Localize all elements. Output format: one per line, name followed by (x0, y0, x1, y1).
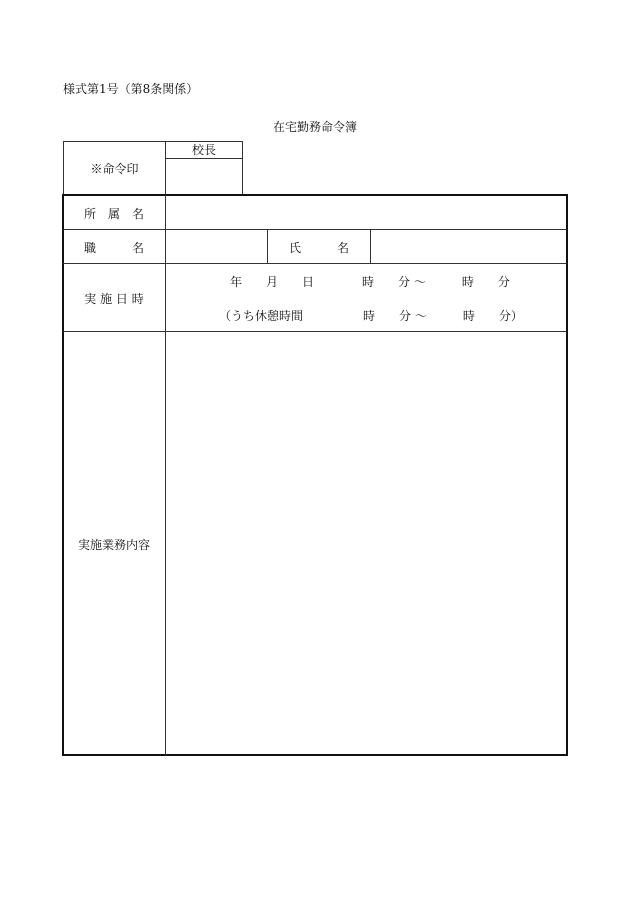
position-label: 職 名 (83, 241, 144, 255)
affiliation-field[interactable] (166, 196, 566, 228)
date-label: 実 施 日 時 (84, 292, 144, 306)
date-time-line[interactable]: 年 月 日 時 分 ～ 時 分 (230, 275, 510, 289)
row-divider (63, 263, 567, 264)
position-field[interactable] (166, 230, 266, 262)
principal-label: 校長 (166, 142, 242, 159)
name-label: 氏 名 (288, 241, 349, 255)
order-seal-label: ※命令印 (90, 162, 139, 176)
break-time-line[interactable]: （うち休憩時間 時 分 ～ 時 分） (219, 309, 523, 323)
name-field[interactable] (371, 230, 566, 262)
work-content-field[interactable] (166, 332, 566, 754)
content-label: 実施業務内容 (77, 538, 150, 552)
form-reference: 様式第1号（第8条関係） (63, 82, 199, 96)
document-title: 在宅勤務命令簿 (272, 120, 357, 134)
affiliation-label: 所 属 名 (83, 207, 144, 221)
